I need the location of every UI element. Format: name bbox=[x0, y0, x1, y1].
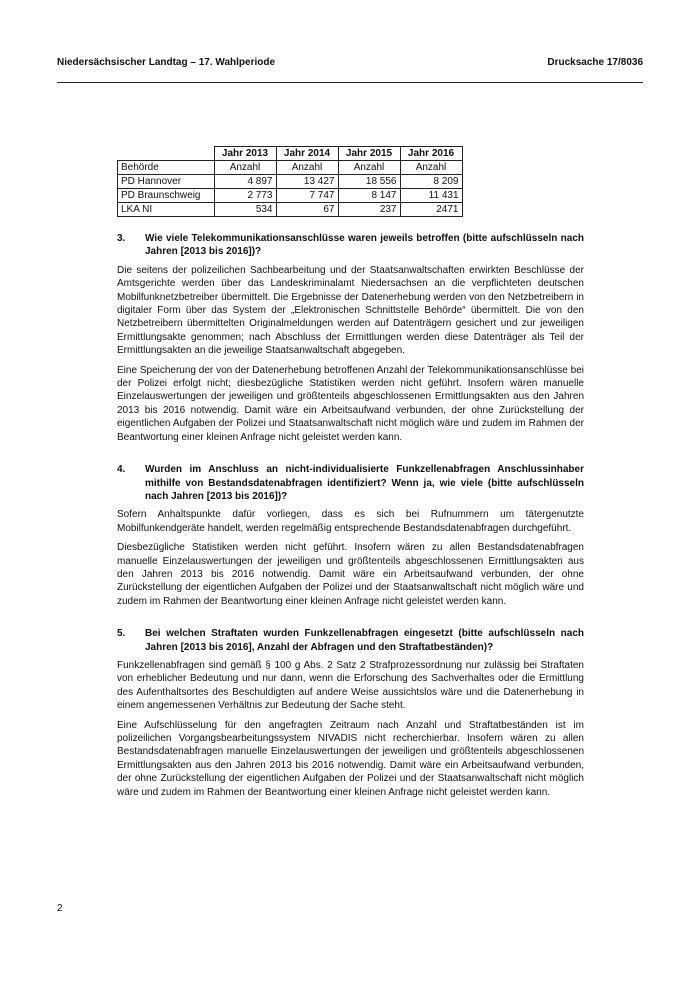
question-number: 4. bbox=[117, 464, 126, 476]
question-heading bbox=[117, 232, 584, 259]
answer-paragraph: Eine Aufschlüsselung für den angefragten Zeitraum nach Anzahl und Straftatbeständen ist im polizeilichen Vorgangsbearbeitungssystem NIVADIS nicht recherchierbar. Insofern wären zu allen Bestandsdatenabfragen manuelle Einzelauswertungen der jeweiligen und größtenteils abgeschlossenen Ermittlungsakten aus den Jahren 2013 bis 2016 notwendig. Damit wäre ein Arbeitsaufwand verbunden, der ohne Zurückstellung der eigentlichen Aufgaben der Polizei und der Staatsanwaltschaft nicht möglich wäre und zudem im Rahmen der Beantwortung einer kleinen Anfrage nicht geleistet werden kann. bbox=[117, 719, 584, 798]
table-cell: PD Hannover bbox=[118, 175, 215, 189]
table-row bbox=[118, 161, 463, 175]
question-number: 3. bbox=[117, 233, 126, 244]
table-cell: 8 147 bbox=[338, 189, 400, 203]
statistics-table bbox=[117, 146, 463, 217]
question-text: Bei welchen Straftaten wurden Funkzellenabfragen eingesetzt (bitte aufschlüsseln nach Jahren [2013 bis 2016], Anzahl der Abfragen und den Straftatbeständen)? bbox=[145, 628, 584, 653]
table-header-cell: Jahr 2014 bbox=[276, 147, 338, 161]
table-row bbox=[118, 175, 463, 189]
parliament-title: Niedersächsischer Landtag – 17. Wahlperiode bbox=[57, 57, 276, 68]
table-cell: 4 897 bbox=[214, 175, 276, 189]
table-cell: 13 427 bbox=[276, 175, 338, 189]
question-heading bbox=[117, 627, 584, 654]
section-question-5 bbox=[117, 627, 584, 799]
page-number: 2 bbox=[57, 903, 63, 914]
table-cell: 67 bbox=[276, 203, 338, 217]
table-row bbox=[118, 189, 463, 203]
question-text: Wie viele Telekommunikationsanschlüsse waren jeweils betroffen (bitte aufschlüsseln nach Jahren [2013 bis 2016])? bbox=[145, 233, 584, 258]
table-cell: LKA NI bbox=[118, 203, 215, 217]
table-header-cell: Jahr 2016 bbox=[400, 147, 462, 161]
table-cell: 237 bbox=[338, 203, 400, 217]
table-row bbox=[118, 203, 463, 217]
document-body bbox=[117, 232, 584, 818]
table-cell: Anzahl bbox=[214, 161, 276, 175]
table-cell: 534 bbox=[214, 203, 276, 217]
table-cell: Anzahl bbox=[276, 161, 338, 175]
table-cell: 2471 bbox=[400, 203, 462, 217]
table-cell: 18 556 bbox=[338, 175, 400, 189]
question-text: Wurden im Anschluss an nicht-individualisierte Funkzellenabfragen Anschlussinhaber mithilfe von Bestandsdatenabfragen identifiziert? Wenn ja, wie viele (bitte aufschlüsseln nach Jahren [2013 bis 2016])? bbox=[145, 464, 584, 502]
table-cell: Behörde bbox=[118, 161, 215, 175]
table-cell: 7 747 bbox=[276, 189, 338, 203]
section-question-4 bbox=[117, 463, 584, 608]
header-divider bbox=[57, 82, 643, 83]
table-cell: Anzahl bbox=[338, 161, 400, 175]
table-header-row bbox=[118, 147, 463, 161]
table-header-cell bbox=[118, 147, 215, 161]
table-header-cell: Jahr 2013 bbox=[214, 147, 276, 161]
answer-paragraph: Sofern Anhaltspunkte dafür vorliegen, dass es sich bei Rufnummern um tätergenutzte Mobilfunkendgeräte handelt, werden regelmäßig entsprechende Bestandsdatenabfragen durchgeführt. bbox=[117, 509, 584, 534]
question-heading bbox=[117, 463, 584, 503]
table-cell: 8 209 bbox=[400, 175, 462, 189]
table-header-cell: Jahr 2015 bbox=[338, 147, 400, 161]
table-cell: Anzahl bbox=[400, 161, 462, 175]
answer-paragraph: Die seitens der polizeilichen Sachbearbeitung und der Staatsanwaltschaften erwirkten Beschlüsse der Amtsgerichte werden über das Landeskriminalamt Niedersachsen an die verpflichteten deutschen Mobilfunknetzbetreiber übermittelt. Die Ergebnisse der Datenerhebung werden von den Netzbetreibern in digitaler Form über das System der „Elektronischen Schnittstelle Behörde“ übermittelt. Die von den Netzbetreibern übermittelten Originalmeldungen werden auf Datenträgern gesichert und zur jeweiligen Ermittlungsakte genommen; nach Abschluss der Ermittlungen werden diese Datenträger als Teil der Ermittlungsakten an die jeweilige Staatsanwaltschaft abgegeben. bbox=[117, 264, 584, 357]
table-cell: 11 431 bbox=[400, 189, 462, 203]
answer-paragraph: Eine Speicherung der von der Datenerhebung betroffenen Anzahl der Telekommunikationsanschlüsse bei der Polizei erfolgt nicht; diesbezügliche Statistiken werden nicht geführt. Insofern wären manuelle Einzelauswertungen der jeweiligen und größtenteils abgeschlossenen Ermittlungsakten aus den Jahren 2013 bis 2016 notwendig. Damit wäre ein Arbeitsaufwand verbunden, der ohne Zurückstellung der eigentlichen Aufgaben der Polizei und Staatsanwaltschaft nicht möglich wäre und zudem im Rahmen der Beantwortung einer kleinen Anfrage nicht geleistet werden kann. bbox=[117, 364, 584, 443]
answer-paragraph: Diesbezügliche Statistiken werden nicht geführt. Insofern wären zu allen Bestandsdatenabfragen manuelle Einzelauswertungen der jeweiligen und größtenteils abgeschlossenen Ermittlungsakten aus den Jahren 2013 bis 2016 notwendig. Damit wäre ein Arbeitsaufwand verbunden, der ohne Zurückstellung der eigentlichen Aufgaben der Polizei und der Staatsanwaltschaft nicht möglich wäre und zudem im Rahmen der Beantwortung einer kleinen Anfrage nicht geleistet werden kann. bbox=[117, 542, 584, 607]
question-number: 5. bbox=[117, 628, 126, 640]
table-cell: PD Braunschweig bbox=[118, 189, 215, 203]
answer-paragraph: Funkzellenabfragen sind gemäß § 100 g Abs. 2 Satz 2 Strafprozessordnung nur zulässig bei Straftaten von erheblicher Bedeutung und nur dann, wenn die Erforschung des Sachverhaltes oder die Ermittlung des Aufenthaltsortes des Beschuldigten auf andere Weise aussichtslos wäre und die Datenerhebung in einem angemessenen Verhältnis zur Bedeutung der Sache steht. bbox=[117, 659, 584, 712]
page-header bbox=[57, 57, 643, 68]
document-number: Drucksache 17/8036 bbox=[547, 57, 643, 68]
section-question-3 bbox=[117, 232, 584, 444]
table-cell: 2 773 bbox=[214, 189, 276, 203]
